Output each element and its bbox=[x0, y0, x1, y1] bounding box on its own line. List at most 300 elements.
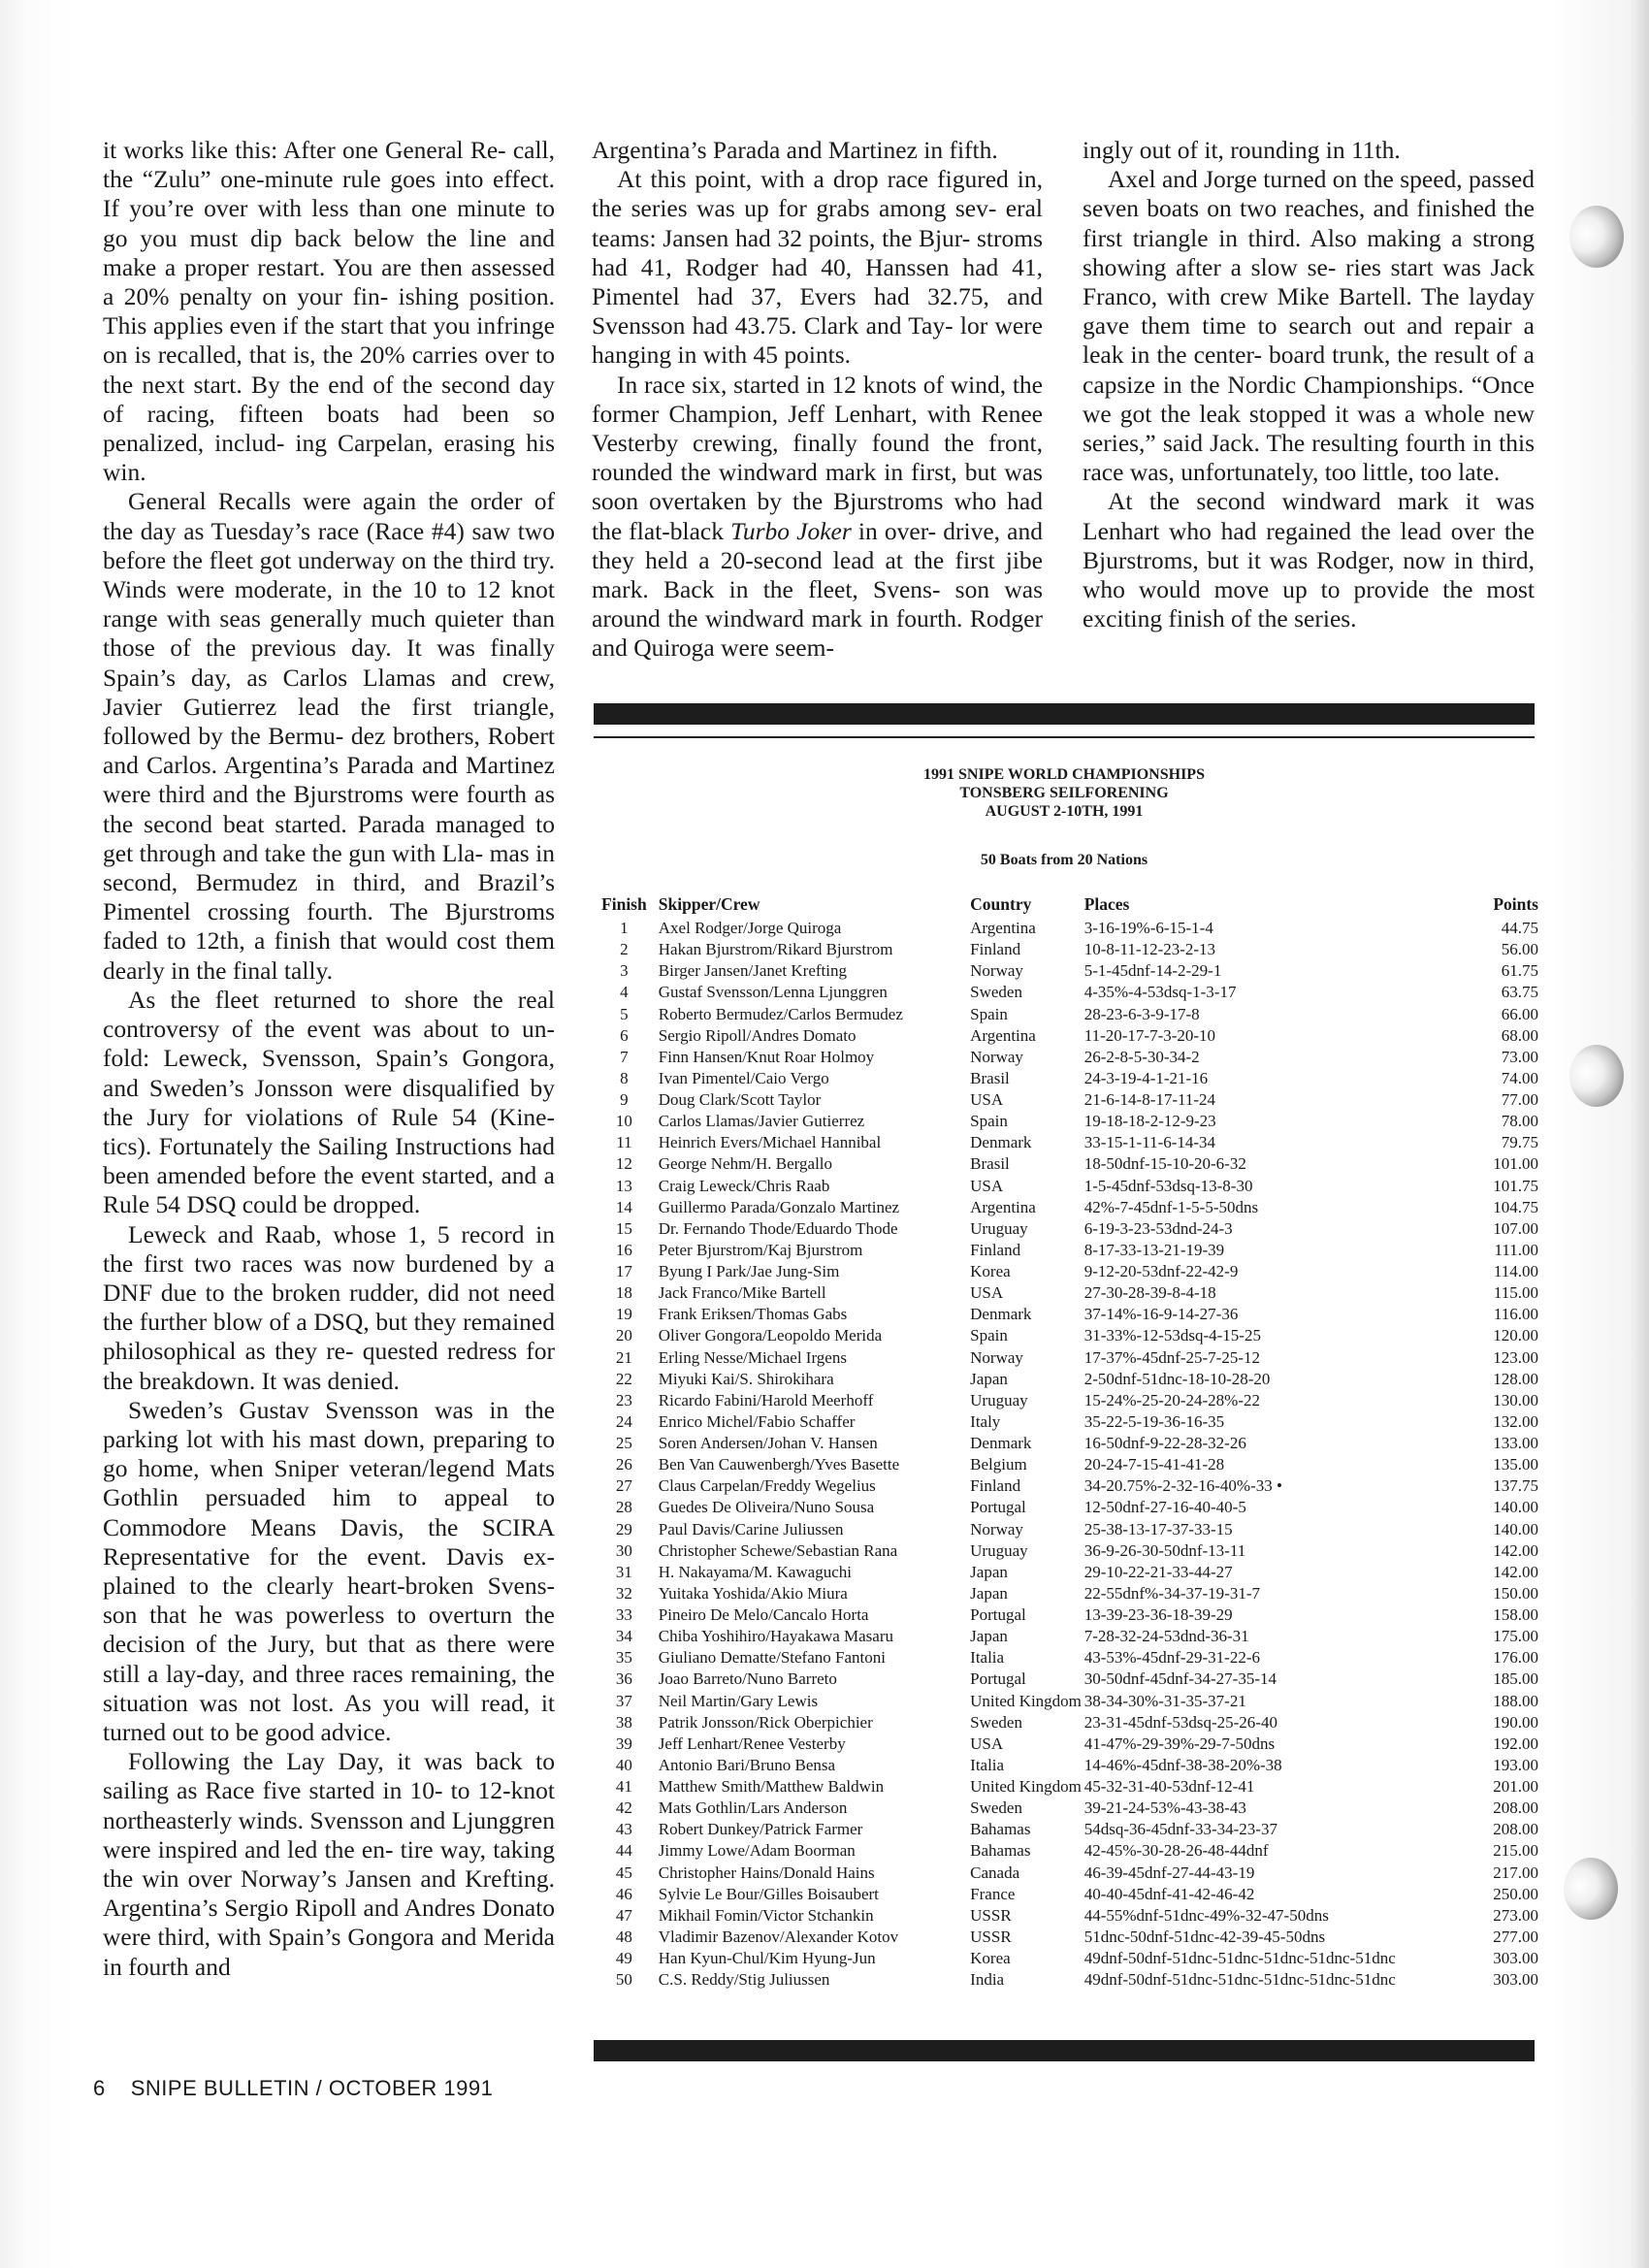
places-cell: 30-50dnf-45dnf-34-27-35-14 bbox=[1083, 1669, 1277, 1689]
country-cell: Denmark bbox=[970, 1305, 1032, 1324]
table-row bbox=[596, 1927, 1538, 1948]
points-cell: 190.00 bbox=[1493, 1712, 1538, 1732]
finish-cell: 44 bbox=[615, 1841, 632, 1861]
places-cell: 24-3-19-4-1-21-16 bbox=[1083, 1068, 1209, 1087]
skipper-crew-cell: Mikhail Fomin/Victor Stchankin bbox=[658, 1905, 874, 1925]
table-row bbox=[596, 1497, 1538, 1518]
points-cell: 116.00 bbox=[1493, 1305, 1538, 1324]
country-cell: Norway bbox=[970, 961, 1023, 981]
country-cell: Argentina bbox=[970, 919, 1036, 937]
country-cell: Portugal bbox=[970, 1498, 1026, 1517]
country-cell: France bbox=[970, 1884, 1016, 1903]
country-cell: Brasil bbox=[970, 1068, 1010, 1087]
skipper-crew-cell: Pineiro De Melo/Cancalo Horta bbox=[658, 1605, 869, 1624]
table-row bbox=[596, 1733, 1538, 1755]
points-cell: 111.00 bbox=[1494, 1240, 1538, 1259]
country-cell: United Kingdom bbox=[970, 1691, 1082, 1710]
places-cell: 39-21-24-53%-43-38-43 bbox=[1083, 1798, 1246, 1818]
points-cell: 193.00 bbox=[1493, 1755, 1538, 1774]
country-cell: Denmark bbox=[970, 1434, 1032, 1452]
places-cell: 11-20-17-7-3-20-10 bbox=[1083, 1025, 1216, 1045]
article-paragraph: General Recalls were again the order of the day as Tuesday’s race (Race #4) saw two before the fleet got underway on the third try. Winds were moderate, in the 10 to 12 knot range with seas generally much quieter than those of the previous day. It was finally Spain’s day, as Carlos Llamas and crew, Javier Gutierrez lead the first triangle, followed by the Bermu- dez brothers, Robert and Carlos. Argentina’s Parada and Martinez were third and the Bjurstroms were fourth as the second beat started. Parada managed to get through and take the gun with Lla- mas in second, Bermudez in third, and Brazil’s Pimentel crossing fourth. The Bjurstroms faded to 12th, a finish that would cost them dearly in the final tally. bbox=[103, 487, 555, 985]
country-cell: Norway bbox=[970, 1347, 1023, 1367]
places-cell: 49dnf-50dnf-51dnc-51dnc-51dnc-51dnc-51dnc bbox=[1083, 1949, 1396, 1967]
table-row bbox=[596, 1325, 1538, 1346]
finish-cell: 25 bbox=[615, 1434, 632, 1452]
country-cell: India bbox=[970, 1970, 1005, 1990]
points-cell: 303.00 bbox=[1493, 1970, 1538, 1990]
article-paragraph: At the second windward mark it was Lenhart who had regained the lead over the Bjurstroms, but it was Rodger, now in third, who would move up to provide the most exciting finish of the series. bbox=[1083, 487, 1535, 633]
binder-hole bbox=[1569, 206, 1624, 268]
country-cell: Japan bbox=[970, 1627, 1008, 1646]
boat-name: Turbo Joker bbox=[730, 516, 852, 545]
skipper-crew-cell: Ricardo Fabini/Harold Meerhoff bbox=[658, 1390, 874, 1409]
country-cell: Canada bbox=[970, 1863, 1020, 1882]
points-cell: 133.00 bbox=[1493, 1434, 1538, 1452]
finish-cell: 43 bbox=[615, 1820, 632, 1839]
country-cell: USSR bbox=[970, 1927, 1012, 1946]
country-cell: Sweden bbox=[970, 1712, 1022, 1732]
country-cell: Finland bbox=[970, 1240, 1021, 1259]
table-row bbox=[596, 1390, 1538, 1411]
article-paragraph: In race six, started in 12 knots of wind, the former Champion, Jeff Lenhart, with Renee Vesterby crewing, finally found the front, rounded the windward mark in first, but was soon overtaken by the Bjurstroms who had the flat-black Turbo Joker in over- drive, and they held a 20-second lead at the first jibe mark. Back in the fleet, Svens- son was around the windward mark in fourth. Rodger and Quiroga were seem- bbox=[592, 370, 1043, 663]
skipper-crew-cell: Claus Carpelan/Freddy Wegelius bbox=[658, 1476, 876, 1496]
table-row bbox=[596, 960, 1538, 982]
places-cell: 18-50dnf-15-10-20-6-32 bbox=[1083, 1154, 1246, 1174]
country-cell: USA bbox=[970, 1176, 1004, 1195]
points-cell: 132.00 bbox=[1493, 1411, 1538, 1431]
points-cell: 140.00 bbox=[1493, 1498, 1538, 1517]
finish-cell: 22 bbox=[615, 1369, 632, 1388]
finish-cell: 2 bbox=[620, 940, 629, 959]
finish-cell: 49 bbox=[615, 1949, 632, 1967]
binder-hole bbox=[1569, 1045, 1624, 1107]
skipper-crew-cell: Ivan Pimentel/Caio Vergo bbox=[658, 1068, 829, 1087]
country-cell: Italy bbox=[970, 1411, 1001, 1431]
article-paragraph: ingly out of it, rounding in 11th. bbox=[1083, 136, 1401, 164]
finish-cell: 40 bbox=[615, 1755, 632, 1774]
points-cell: 135.00 bbox=[1493, 1455, 1538, 1474]
points-cell: 77.00 bbox=[1501, 1090, 1538, 1109]
results-header-row bbox=[596, 894, 1538, 918]
country-cell: USA bbox=[970, 1283, 1004, 1303]
finish-cell: 9 bbox=[620, 1090, 629, 1109]
table-row bbox=[596, 1540, 1538, 1562]
skipper-crew-cell: Chiba Yoshihiro/Hayakawa Masaru bbox=[658, 1627, 893, 1646]
table-row bbox=[596, 1798, 1538, 1819]
table-row bbox=[596, 1884, 1538, 1905]
results-club: TONSBERG SEILFORENING bbox=[959, 785, 1169, 801]
skipper-crew-cell: Roberto Bermudez/Carlos Bermudez bbox=[658, 1004, 903, 1023]
points-cell: 104.75 bbox=[1493, 1197, 1538, 1216]
finish-cell: 32 bbox=[615, 1583, 632, 1603]
column-header-finish: Finish bbox=[601, 894, 647, 914]
table-row bbox=[596, 1411, 1538, 1433]
skipper-crew-cell: Hakan Bjurstrom/Rikard Bjurstrom bbox=[658, 940, 893, 959]
places-cell: 31-33%-12-53dsq-4-15-25 bbox=[1083, 1326, 1261, 1345]
results-body bbox=[596, 918, 1538, 1991]
finish-cell: 48 bbox=[615, 1927, 632, 1946]
table-row bbox=[596, 1583, 1538, 1604]
table-row bbox=[596, 1132, 1538, 1153]
skipper-crew-cell: Sergio Ripoll/Andres Domato bbox=[658, 1025, 857, 1045]
finish-cell: 19 bbox=[615, 1305, 632, 1324]
skipper-crew-cell: Jack Franco/Mike Bartell bbox=[658, 1283, 826, 1303]
places-cell: 5-1-45dnf-14-2-29-1 bbox=[1083, 961, 1222, 981]
article-paragraph: it works like this: After one General Re- call, the “Zulu” one-minute rule goes into effect. If you’re over with less than one minute to go you must dip back below the line and make a proper restart. You are then assessed a 20% penalty on your fin- ishing position. This applies even if the start that you infringe on is recalled, that is, the 20% carries over to the next start. By the end of the second day of racing, fifteen boats had been so penalized, includ- ing Carpelan, erasing his win. bbox=[103, 136, 555, 487]
places-cell: 13-39-23-36-18-39-29 bbox=[1083, 1605, 1233, 1624]
finish-cell: 33 bbox=[615, 1605, 632, 1624]
article-paragraph: Leweck and Raab, whose 1, 5 record in the first two races was now burdened by a DNF due to the broken rudder, did not need the further blow of a DSQ, but they remained philosophical as they re- quested redress for the breakdown. It was denied. bbox=[103, 1219, 555, 1395]
points-cell: 78.00 bbox=[1501, 1112, 1538, 1131]
results-table bbox=[596, 894, 1538, 1991]
finish-cell: 39 bbox=[615, 1733, 632, 1753]
page-edge-shadow bbox=[1630, 0, 1649, 2268]
finish-cell: 36 bbox=[615, 1669, 632, 1689]
skipper-crew-cell: Giuliano Dematte/Stefano Fantoni bbox=[658, 1648, 886, 1668]
country-cell: Denmark bbox=[970, 1133, 1032, 1152]
article-paragraph: Axel and Jorge turned on the speed, passed seven boats on two reaches, and finished the first triangle in third. Also making a strong showing after a slow se- ries start was Jack Franco, with crew Mike Bartell. The layday gave them time to search out and repair a leak in the center- board trunk, the result of a capsize in the Nordic Championships. “Once we got the leak stopped it was a whole new series,” said Jack. The resulting fourth in this race was, unfortunately, too little, too late. bbox=[1083, 165, 1535, 487]
places-cell: 42%-7-45dnf-1-5-5-50dns bbox=[1083, 1197, 1259, 1216]
skipper-crew-cell: Frank Eriksen/Thomas Gabs bbox=[658, 1305, 848, 1324]
finish-cell: 50 bbox=[615, 1970, 632, 1990]
country-cell: Korea bbox=[970, 1949, 1011, 1967]
article-paragraph: Argentina’s Parada and Martinez in fifth. bbox=[592, 136, 998, 164]
finish-cell: 29 bbox=[615, 1519, 632, 1539]
country-cell: Norway bbox=[970, 1047, 1023, 1066]
points-cell: 158.00 bbox=[1493, 1605, 1538, 1624]
table-top-rule bbox=[594, 703, 1535, 725]
table-row bbox=[596, 1712, 1538, 1733]
finish-cell: 31 bbox=[615, 1562, 632, 1581]
country-cell: Japan bbox=[970, 1583, 1008, 1603]
places-cell: 21-6-14-8-17-11-24 bbox=[1083, 1090, 1216, 1109]
points-cell: 107.00 bbox=[1493, 1218, 1538, 1238]
skipper-crew-cell: Doug Clark/Scott Taylor bbox=[658, 1090, 822, 1109]
places-cell: 33-15-1-11-6-14-34 bbox=[1083, 1133, 1216, 1152]
skipper-crew-cell: Erling Nesse/Michael Irgens bbox=[658, 1347, 847, 1367]
skipper-crew-cell: Neil Martin/Gary Lewis bbox=[658, 1691, 819, 1710]
table-row bbox=[596, 1840, 1538, 1862]
points-cell: 273.00 bbox=[1493, 1905, 1538, 1925]
column-header-points: Points bbox=[1493, 894, 1538, 914]
points-cell: 303.00 bbox=[1493, 1949, 1538, 1967]
places-cell: 28-23-6-3-9-17-8 bbox=[1083, 1004, 1200, 1023]
skipper-crew-cell: Christopher Hains/Donald Hains bbox=[658, 1863, 875, 1882]
skipper-crew-cell: Enrico Michel/Fabio Schaffer bbox=[658, 1411, 856, 1431]
skipper-crew-cell: Ben Van Cauwenbergh/Yves Basette bbox=[658, 1455, 900, 1474]
places-cell: 41-47%-29-39%-29-7-50dns bbox=[1083, 1733, 1276, 1753]
table-row bbox=[596, 918, 1538, 939]
points-cell: 142.00 bbox=[1493, 1562, 1538, 1581]
skipper-crew-cell: Christopher Schewe/Sebastian Rana bbox=[658, 1540, 898, 1560]
finish-cell: 38 bbox=[615, 1712, 632, 1732]
places-cell: 9-12-20-53dnf-22-42-9 bbox=[1083, 1262, 1239, 1280]
table-row bbox=[596, 1626, 1538, 1647]
table-row bbox=[596, 1240, 1538, 1261]
skipper-crew-cell: Oliver Gongora/Leopoldo Merida bbox=[658, 1326, 883, 1345]
table-row bbox=[596, 1089, 1538, 1111]
points-cell: 123.00 bbox=[1493, 1347, 1538, 1367]
places-cell: 26-2-8-5-30-34-2 bbox=[1083, 1047, 1200, 1066]
places-cell: 7-28-32-24-53dnd-36-31 bbox=[1083, 1627, 1249, 1646]
table-row bbox=[596, 1369, 1538, 1390]
skipper-crew-cell: Sylvie Le Bour/Gilles Boisaubert bbox=[658, 1884, 879, 1903]
places-cell: 37-14%-16-9-14-27-36 bbox=[1083, 1305, 1239, 1324]
table-row bbox=[596, 1153, 1538, 1175]
points-cell: 74.00 bbox=[1501, 1068, 1538, 1087]
points-cell: 56.00 bbox=[1501, 940, 1538, 959]
table-row bbox=[596, 1647, 1538, 1669]
points-cell: 68.00 bbox=[1501, 1025, 1538, 1045]
country-cell: Italia bbox=[970, 1755, 1005, 1774]
points-cell: 215.00 bbox=[1493, 1841, 1538, 1861]
skipper-crew-cell: Matthew Smith/Matthew Baldwin bbox=[658, 1777, 885, 1796]
points-cell: 101.75 bbox=[1493, 1176, 1538, 1195]
places-cell: 34-20.75%-2-32-16-40%-33 • bbox=[1083, 1476, 1282, 1496]
points-cell: 277.00 bbox=[1493, 1927, 1538, 1946]
places-cell: 17-37%-45dnf-25-7-25-12 bbox=[1083, 1347, 1261, 1367]
table-row bbox=[596, 1197, 1538, 1218]
places-cell: 4-35%-4-53dsq-1-3-17 bbox=[1083, 983, 1237, 1002]
country-cell: Belgium bbox=[970, 1455, 1027, 1474]
country-cell: Sweden bbox=[970, 1798, 1022, 1818]
finish-cell: 13 bbox=[615, 1176, 632, 1195]
places-cell: 22-55dnf%-34-37-19-31-7 bbox=[1083, 1583, 1261, 1603]
table-row bbox=[596, 1691, 1538, 1712]
finish-cell: 47 bbox=[615, 1905, 632, 1925]
country-cell: USA bbox=[970, 1090, 1004, 1109]
skipper-crew-cell: Vladimir Bazenov/Alexander Kotov bbox=[658, 1927, 899, 1946]
article-paragraph: Following the Lay Day, it was back to sailing as Race five started in 10- to 12-knot northeasterly winds. Svensson and Ljunggren were inspired and led the en- tire way, taking the win over Norway’s Jansen and Krefting. Argentina’s Sergio Ripoll and Andres Donato were third, with Spain’s Gongora and Merida in fourth and bbox=[103, 1747, 555, 1981]
points-cell: 208.00 bbox=[1493, 1798, 1538, 1818]
country-cell: Bahamas bbox=[970, 1841, 1031, 1861]
places-cell: 8-17-33-13-21-19-39 bbox=[1083, 1240, 1225, 1259]
places-cell: 19-18-18-2-12-9-23 bbox=[1083, 1112, 1216, 1131]
country-cell: Norway bbox=[970, 1519, 1023, 1539]
places-cell: 38-34-30%-31-35-37-21 bbox=[1083, 1691, 1246, 1710]
table-row bbox=[596, 1905, 1538, 1927]
table-row bbox=[596, 1669, 1538, 1690]
places-cell: 43-53%-45dnf-29-31-22-6 bbox=[1083, 1648, 1261, 1668]
article-column-1 bbox=[103, 136, 555, 1982]
points-cell: 73.00 bbox=[1501, 1047, 1538, 1066]
country-cell: Japan bbox=[970, 1562, 1008, 1581]
points-cell: 44.75 bbox=[1501, 919, 1538, 937]
places-cell: 49dnf-50dnf-51dnc-51dnc-51dnc-51dnc-51dnc bbox=[1083, 1970, 1396, 1990]
table-row bbox=[596, 1347, 1538, 1369]
skipper-crew-cell: Guedes De Oliveira/Nuno Sousa bbox=[658, 1498, 875, 1517]
finish-cell: 45 bbox=[615, 1863, 632, 1882]
places-cell: 2-50dnf-51dnc-18-10-28-20 bbox=[1083, 1369, 1271, 1388]
places-cell: 12-50dnf-27-16-40-40-5 bbox=[1083, 1498, 1246, 1517]
table-row bbox=[596, 1218, 1538, 1240]
country-cell: Portugal bbox=[970, 1605, 1026, 1624]
country-cell: Uruguay bbox=[970, 1218, 1028, 1238]
finish-cell: 10 bbox=[615, 1112, 632, 1131]
finish-cell: 5 bbox=[620, 1004, 629, 1023]
country-cell: USSR bbox=[970, 1905, 1012, 1925]
country-cell: Argentina bbox=[970, 1197, 1036, 1216]
finish-cell: 35 bbox=[615, 1648, 632, 1668]
table-bottom-rule bbox=[594, 2040, 1535, 2061]
skipper-crew-cell: Carlos Llamas/Javier Gutierrez bbox=[658, 1112, 865, 1131]
finish-cell: 3 bbox=[620, 961, 629, 981]
skipper-crew-cell: Joao Barreto/Nuno Barreto bbox=[658, 1669, 837, 1689]
country-cell: Italia bbox=[970, 1648, 1005, 1668]
skipper-crew-cell: Patrik Jonsson/Rick Oberpichier bbox=[658, 1712, 873, 1732]
skipper-crew-cell: H. Nakayama/M. Kawaguchi bbox=[658, 1562, 852, 1581]
country-cell: Spain bbox=[970, 1004, 1008, 1023]
finish-cell: 11 bbox=[616, 1133, 632, 1152]
column-header-places: Places bbox=[1083, 894, 1130, 914]
places-cell: 1-5-45dnf-53dsq-13-8-30 bbox=[1083, 1176, 1253, 1195]
country-cell: United Kingdom bbox=[970, 1777, 1082, 1796]
country-cell: Brasil bbox=[970, 1154, 1010, 1174]
finish-cell: 16 bbox=[615, 1240, 632, 1259]
places-cell: 3-16-19%-6-15-1-4 bbox=[1083, 919, 1213, 937]
finish-cell: 4 bbox=[620, 983, 629, 1002]
table-row bbox=[596, 1755, 1538, 1776]
table-row bbox=[596, 1863, 1538, 1884]
skipper-crew-cell: Soren Andersen/Johan V. Hansen bbox=[658, 1434, 878, 1452]
points-cell: 140.00 bbox=[1493, 1519, 1538, 1539]
places-cell: 40-40-45dnf-41-42-46-42 bbox=[1083, 1884, 1255, 1903]
points-cell: 61.75 bbox=[1501, 961, 1538, 981]
points-cell: 137.75 bbox=[1493, 1476, 1538, 1496]
table-row bbox=[596, 1776, 1538, 1798]
table-row bbox=[596, 1519, 1538, 1540]
page-footer bbox=[93, 2076, 493, 2101]
country-cell: Sweden bbox=[970, 983, 1022, 1002]
finish-cell: 21 bbox=[615, 1347, 632, 1367]
country-cell: Bahamas bbox=[970, 1820, 1031, 1839]
results-title: 1991 SNIPE WORLD CHAMPIONSHIPS bbox=[923, 766, 1205, 783]
places-cell: 46-39-45dnf-27-44-43-19 bbox=[1083, 1863, 1255, 1882]
finish-cell: 37 bbox=[615, 1691, 632, 1710]
table-row bbox=[596, 1176, 1538, 1197]
places-cell: 29-10-22-21-33-44-27 bbox=[1083, 1562, 1233, 1581]
table-row bbox=[596, 1025, 1538, 1047]
points-cell: 208.00 bbox=[1493, 1820, 1538, 1839]
points-cell: 115.00 bbox=[1493, 1283, 1538, 1303]
country-cell: Uruguay bbox=[970, 1540, 1028, 1560]
finish-cell: 1 bbox=[620, 919, 629, 937]
finish-cell: 6 bbox=[620, 1025, 629, 1045]
skipper-crew-cell: Antonio Bari/Bruno Bensa bbox=[658, 1755, 836, 1774]
table-top-thin-rule bbox=[594, 736, 1535, 738]
table-row bbox=[596, 1819, 1538, 1840]
skipper-crew-cell: Guillermo Parada/Gonzalo Martinez bbox=[658, 1197, 900, 1216]
places-cell: 54dsq-36-45dnf-33-34-23-37 bbox=[1083, 1820, 1277, 1839]
skipper-crew-cell: Jeff Lenhart/Renee Vesterby bbox=[658, 1733, 846, 1753]
finish-cell: 42 bbox=[615, 1798, 632, 1818]
places-cell: 16-50dnf-9-22-28-32-26 bbox=[1083, 1434, 1246, 1452]
article-paragraph: At this point, with a drop race figured in, the series was up for grabs among sev- eral teams: Jansen had 32 points, the Bjur- stroms had 41, Rodger had 40, Hanssen had 41, Pimentel had 37, Evers had 32.75, and Svensson had 43.75. Clark and Tay- lor were hanging in with 45 points. bbox=[592, 165, 1043, 370]
finish-cell: 34 bbox=[615, 1627, 632, 1646]
points-cell: 130.00 bbox=[1493, 1390, 1538, 1409]
skipper-crew-cell: Axel Rodger/Jorge Quiroga bbox=[658, 919, 842, 937]
skipper-crew-cell: Byung I Park/Jae Jung-Sim bbox=[658, 1262, 840, 1280]
points-cell: 250.00 bbox=[1493, 1884, 1538, 1903]
finish-cell: 12 bbox=[615, 1154, 632, 1174]
country-cell: USA bbox=[970, 1733, 1004, 1753]
article-paragraph: As the fleet returned to shore the real controversy of the event was about to un- fold: Leweck, Svensson, Spain’s Gongora, and Sweden’s Jonsson were disqualified by the Jury for violations of Rule 54 (Kine- tics). Fortunately the Sailing Instructions had been amended before the event started, and a Rule 54 DSQ could be dropped. bbox=[103, 985, 555, 1219]
skipper-crew-cell: Han Kyun-Chul/Kim Hyung-Jun bbox=[658, 1949, 876, 1967]
places-cell: 51dnc-50dnf-51dnc-42-39-45-50dns bbox=[1083, 1927, 1326, 1946]
finish-cell: 30 bbox=[615, 1540, 632, 1560]
skipper-crew-cell: Dr. Fernando Thode/Eduardo Thode bbox=[658, 1218, 898, 1238]
places-cell: 10-8-11-12-23-2-13 bbox=[1083, 940, 1216, 959]
places-cell: 25-38-13-17-37-33-15 bbox=[1083, 1519, 1233, 1539]
skipper-crew-cell: Robert Dunkey/Patrick Farmer bbox=[658, 1820, 863, 1839]
country-cell: Spain bbox=[970, 1112, 1008, 1131]
publication-name: SNIPE BULLETIN / OCTOBER 1991 bbox=[130, 2076, 494, 2100]
finish-cell: 26 bbox=[615, 1455, 632, 1474]
finish-cell: 8 bbox=[620, 1068, 629, 1087]
places-cell: 27-30-28-39-8-4-18 bbox=[1083, 1283, 1216, 1303]
points-cell: 175.00 bbox=[1493, 1627, 1538, 1646]
country-cell: Argentina bbox=[970, 1025, 1036, 1045]
skipper-crew-cell: Paul Davis/Carine Juliussen bbox=[658, 1519, 844, 1539]
places-cell: 14-46%-45dnf-38-38-20%-38 bbox=[1083, 1755, 1282, 1774]
table-row bbox=[596, 1454, 1538, 1475]
table-row bbox=[596, 1261, 1538, 1282]
results-dates: AUGUST 2-10TH, 1991 bbox=[985, 803, 1144, 820]
points-cell: 185.00 bbox=[1493, 1669, 1538, 1689]
skipper-crew-cell: Finn Hansen/Knut Roar Holmoy bbox=[658, 1047, 875, 1066]
table-row bbox=[596, 982, 1538, 1003]
points-cell: 217.00 bbox=[1493, 1863, 1538, 1882]
finish-cell: 23 bbox=[615, 1390, 632, 1409]
page-number: 6 bbox=[93, 2076, 106, 2100]
country-cell: Finland bbox=[970, 1476, 1021, 1496]
binder-hole bbox=[1564, 1858, 1618, 1920]
country-cell: Portugal bbox=[970, 1669, 1026, 1689]
skipper-crew-cell: Yuitaka Yoshida/Akio Miura bbox=[658, 1583, 848, 1603]
skipper-crew-cell: Miyuki Kai/S. Shirokihara bbox=[658, 1369, 834, 1388]
table-row bbox=[596, 1948, 1538, 1969]
points-cell: 176.00 bbox=[1493, 1648, 1538, 1668]
places-cell: 44-55%dnf-51dnc-49%-32-47-50dns bbox=[1083, 1905, 1329, 1925]
results-subtitle: 50 Boats from 20 Nations bbox=[980, 852, 1148, 868]
table-row bbox=[596, 1562, 1538, 1583]
places-cell: 20-24-7-15-41-41-28 bbox=[1083, 1455, 1225, 1474]
table-row bbox=[596, 1282, 1538, 1304]
places-cell: 23-31-45dnf-53dsq-25-26-40 bbox=[1083, 1712, 1277, 1732]
points-cell: 150.00 bbox=[1493, 1583, 1538, 1603]
finish-cell: 7 bbox=[620, 1047, 629, 1066]
table-row bbox=[596, 1433, 1538, 1454]
skipper-crew-cell: C.S. Reddy/Stig Juliussen bbox=[658, 1970, 830, 1990]
points-cell: 101.00 bbox=[1493, 1154, 1538, 1174]
points-cell: 188.00 bbox=[1493, 1691, 1538, 1710]
points-cell: 79.75 bbox=[1501, 1133, 1538, 1152]
country-cell: Korea bbox=[970, 1262, 1011, 1280]
places-cell: 35-22-5-19-36-16-35 bbox=[1083, 1411, 1225, 1431]
points-cell: 128.00 bbox=[1493, 1369, 1538, 1388]
places-cell: 15-24%-25-20-24-28%-22 bbox=[1083, 1390, 1261, 1409]
finish-cell: 18 bbox=[615, 1283, 632, 1303]
points-cell: 192.00 bbox=[1493, 1733, 1538, 1753]
article-column-3 bbox=[1083, 136, 1535, 633]
places-cell: 42-45%-30-28-26-48-44dnf bbox=[1083, 1841, 1269, 1861]
finish-cell: 20 bbox=[615, 1326, 632, 1345]
table-row bbox=[596, 1111, 1538, 1132]
finish-cell: 28 bbox=[615, 1498, 632, 1517]
skipper-crew-cell: Mats Gothlin/Lars Anderson bbox=[658, 1798, 848, 1818]
skipper-crew-cell: Birger Jansen/Janet Krefting bbox=[658, 961, 847, 981]
